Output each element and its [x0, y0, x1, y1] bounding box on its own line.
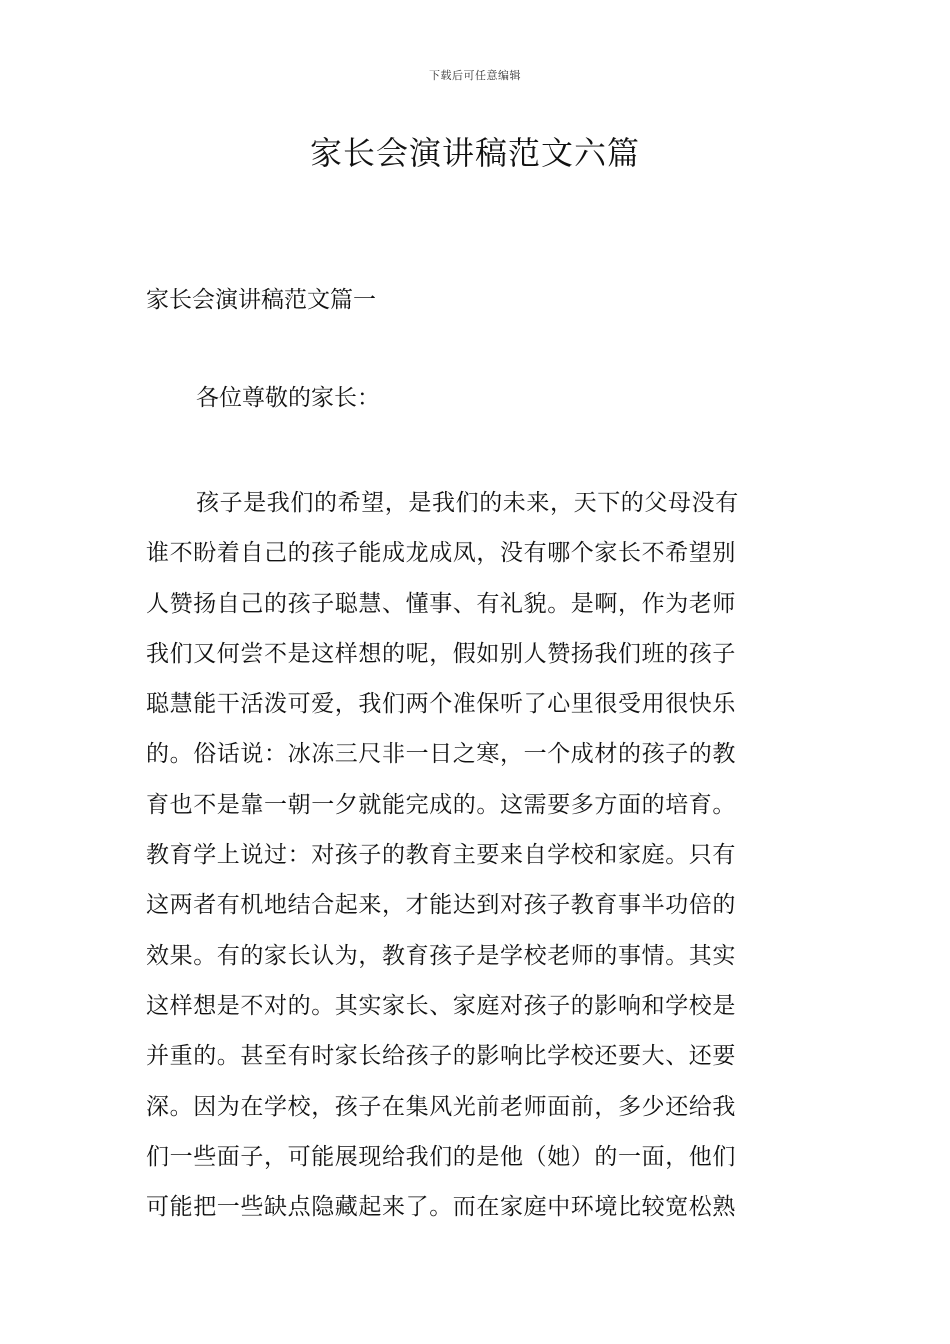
body-paragraph [146, 478, 806, 1232]
paragraph-line: 聪慧能干活泼可爱，我们两个准保听了心里很受用很快乐 [146, 691, 736, 718]
paragraph-line: 孩子是我们的希望，是我们的未来，天下的父母没有 [196, 490, 739, 516]
header-note: 下载后可任意编辑 [429, 69, 521, 82]
paragraph-line: 育也不是靠一朝一夕就能完成的。这需要多方面的培育。 [146, 791, 736, 818]
paragraph-line: 深。因为在学校，孩子在集风光前老师面前，多少还给我 [146, 1093, 736, 1120]
paragraph-line: 谁不盼着自己的孩子能成龙成凤，没有哪个家长不希望别 [146, 540, 736, 567]
greeting: 各位尊敬的家长： [196, 385, 380, 411]
paragraph-line: 我们又何尝不是这样想的呢，假如别人赞扬我们班的孩子 [146, 640, 736, 667]
paragraph-line: 并重的。甚至有时家长给孩子的影响比学校还要大、还要 [146, 1043, 736, 1070]
paragraph-line: 这样想是不对的。其实家长、家庭对孩子的影响和学校是 [146, 992, 736, 1019]
paragraph-line: 们一些面子，可能展现给我们的是他（她）的一面，他们 [146, 1143, 736, 1170]
paragraph-line: 可能把一些缺点隐藏起来了。而在家庭中环境比较宽松熟 [146, 1194, 736, 1221]
document-title: 家长会演讲稿范文六篇 [309, 134, 640, 172]
paragraph-line: 人赞扬自己的孩子聪慧、懂事、有礼貌。是啊，作为老师 [146, 590, 736, 617]
section-title: 家长会演讲稿范文篇一 [146, 287, 376, 313]
paragraph-line: 这两者有机地结合起来，才能达到对孩子教育事半功倍的 [146, 892, 736, 919]
paragraph-line: 教育学上说过：对孩子的教育主要来自学校和家庭。只有 [146, 842, 736, 869]
paragraph-line: 的。俗话说：冰冻三尺非一日之寒，一个成材的孩子的教 [146, 741, 736, 768]
paragraph-line: 效果。有的家长认为，教育孩子是学校老师的事情。其实 [146, 942, 736, 969]
